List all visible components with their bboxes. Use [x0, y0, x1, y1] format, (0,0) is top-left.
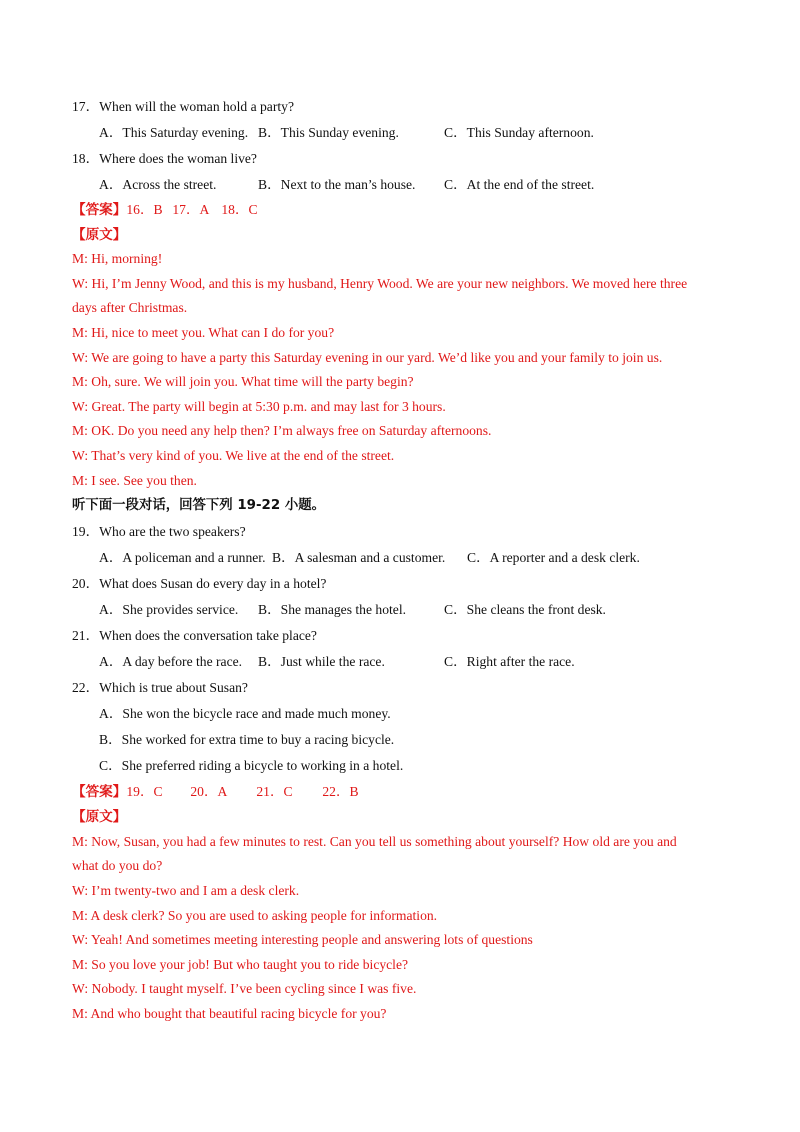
transcript-line: W: Nobody. I taught myself. I’ve been cycling since I was five.	[72, 981, 417, 997]
transcript-line: days after Christmas.	[72, 300, 188, 316]
answer-item: 17．A	[172, 202, 210, 217]
option-19-a: A．A policeman and a runner.	[99, 550, 266, 566]
transcript-line: W: We are going to have a party this Saturday evening in our yard. We’d like you and your family to join us.	[72, 349, 663, 365]
question-19-options	[72, 545, 732, 571]
question-21-options	[72, 649, 732, 675]
option-20-a: A．She provides service.	[99, 602, 239, 618]
question-19: 19．Who are the two speakers?	[72, 524, 246, 540]
answer-item: 20．A	[190, 784, 228, 800]
transcript-label-2: 【原文】	[72, 809, 127, 825]
answer-item: 19．C	[126, 784, 163, 800]
transcript-line: M: Hi, nice to meet you. What can I do for you?	[72, 324, 335, 340]
option-17-a: A．This Saturday evening.	[99, 125, 249, 140]
question-20-options	[72, 597, 732, 623]
option-19-c: C．A reporter and a desk clerk.	[467, 550, 640, 566]
transcript-line: M: Hi, morning!	[72, 251, 163, 267]
option-22-c: C．She preferred riding a bicycle to working in a hotel.	[99, 758, 404, 774]
transcript-line: W: Great. The party will begin at 5:30 p.m. and may last for 3 hours.	[72, 398, 446, 414]
answer-label: 【答案】	[72, 784, 127, 800]
question-21: 21．When does the conversation take place?	[72, 628, 317, 644]
question-17-options	[72, 120, 732, 146]
option-21-b: B．Just while the race.	[258, 654, 385, 670]
option-18-a: A．Across the street.	[99, 177, 217, 192]
transcript-line: M: And who bought that beautiful racing bicycle for you?	[72, 1005, 387, 1021]
transcript-line: what do you do?	[72, 858, 163, 874]
transcript-line: M: I see. See you then.	[72, 472, 197, 488]
question-20: 20．What does Susan do every day in a hotel?	[72, 576, 327, 592]
option-20-b: B．She manages the hotel.	[258, 602, 406, 618]
transcript-line: W: I’m twenty-two and I am a desk clerk.	[72, 882, 300, 898]
option-17-b: B．This Sunday evening.	[258, 125, 399, 140]
option-20-c: C．She cleans the front desk.	[444, 602, 606, 618]
transcript-line: W: Yeah! And sometimes meeting interesting people and answering lots of questions	[72, 932, 533, 948]
transcript-line: M: Now, Susan, you had a few minutes to rest. Can you tell us something about yourself? How old are you and	[72, 833, 677, 849]
option-18-b: B．Next to the man’s house.	[258, 177, 416, 192]
option-19-b: B．A salesman and a customer.	[272, 550, 446, 566]
answer-key-2	[72, 779, 732, 805]
option-18-c: C．At the end of the street.	[444, 177, 595, 192]
transcript-line: M: A desk clerk? So you are used to asking people for information.	[72, 907, 438, 923]
question-18: 18．Where does the woman live?	[72, 151, 257, 166]
answer-item: 21．C	[256, 784, 293, 800]
question-17: 17．When will the woman hold a party?	[72, 99, 294, 114]
option-21-c: C．Right after the race.	[444, 654, 575, 670]
transcript-label-1: 【原文】	[72, 226, 127, 242]
transcript-line: M: So you love your job! But who taught you to ride bicycle?	[72, 956, 409, 972]
document-page	[72, 94, 732, 1026]
section-heading: 听下面一段对话，回答下列 19-22 小题。	[72, 498, 326, 514]
transcript-line: W: That’s very kind of you. We live at the end of the street.	[72, 447, 395, 463]
question-18-options	[72, 172, 732, 198]
transcript-line: M: OK. Do you need any help then? I’m always free on Saturday afternoons.	[72, 423, 492, 439]
option-22-b: B．She worked for extra time to buy a racing bicycle.	[99, 732, 395, 748]
answer-item: 18．C	[221, 202, 258, 217]
answer-label: 【答案】	[72, 202, 127, 217]
answer-item: 22．B	[322, 784, 359, 800]
option-22-a: A．She won the bicycle race and made much money.	[99, 706, 391, 722]
question-22: 22．Which is true about Susan?	[72, 680, 248, 696]
transcript-line: M: Oh, sure. We will join you. What time will the party begin?	[72, 374, 414, 390]
answer-key-1	[72, 198, 732, 223]
option-17-c: C．This Sunday afternoon.	[444, 125, 594, 140]
answer-item: 16．B	[126, 202, 163, 217]
transcript-line: W: Hi, I’m Jenny Wood, and this is my husband, Henry Wood. We are your new neighbors. We moved here three	[72, 275, 688, 291]
option-21-a: A．A day before the race.	[99, 654, 243, 670]
